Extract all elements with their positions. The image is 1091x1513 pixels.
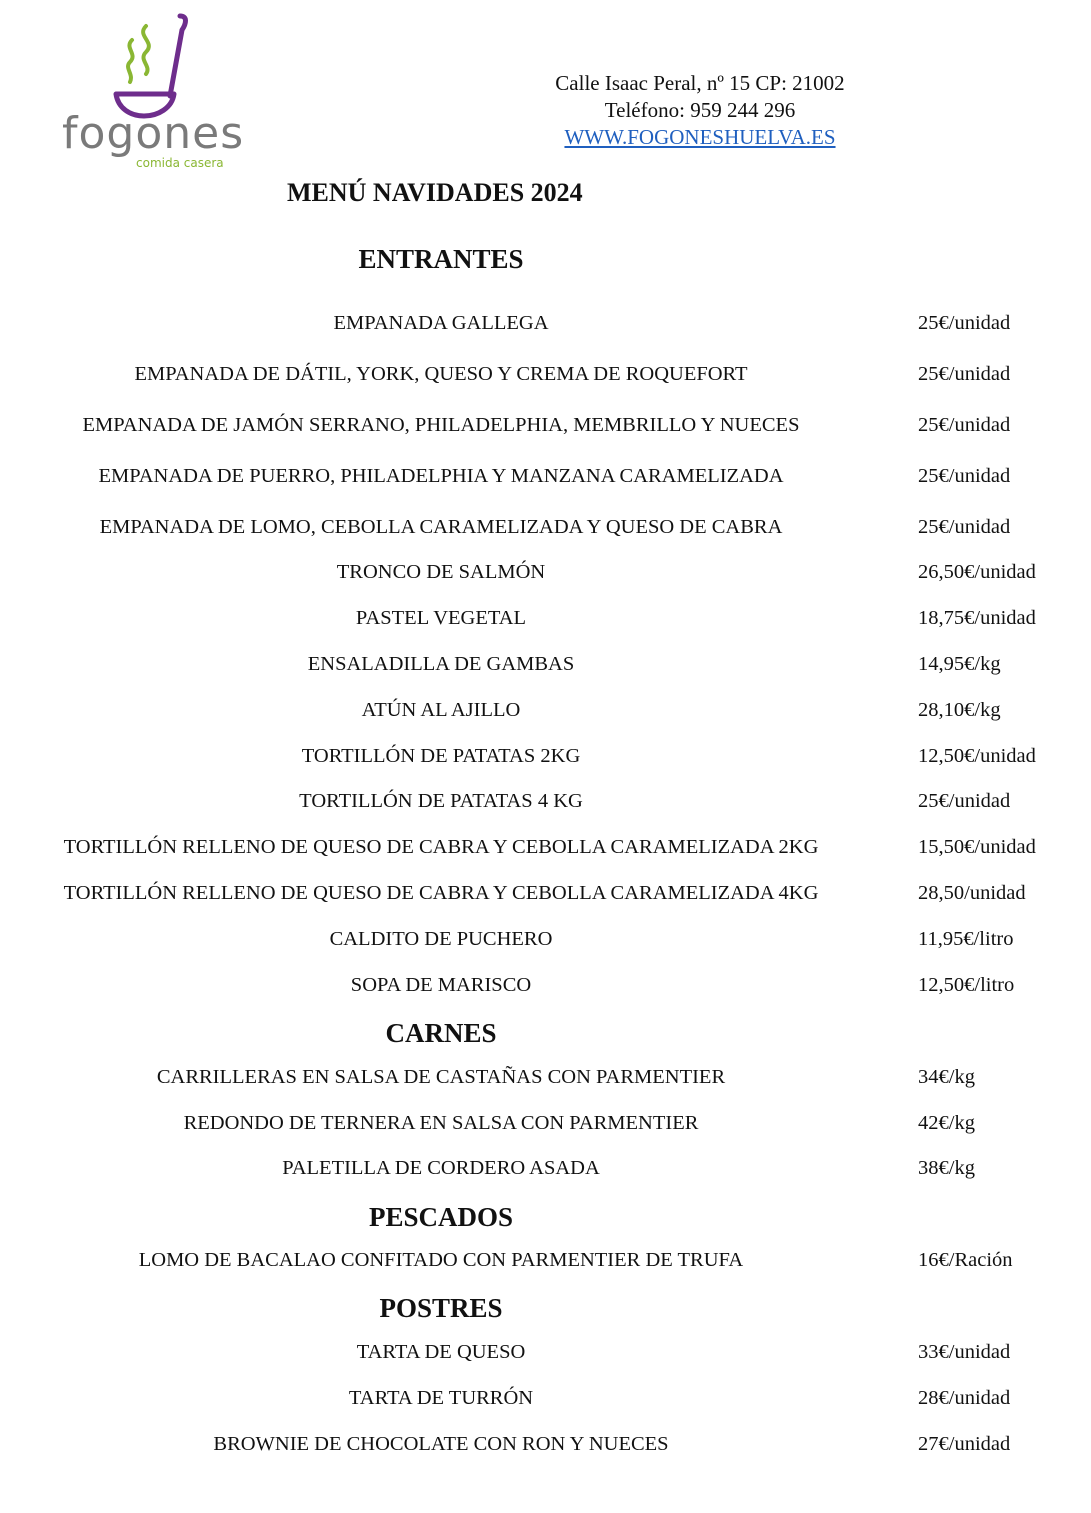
- logo-name: fogones: [62, 108, 245, 159]
- item-name: TRONCO DE SALMÓN: [336, 561, 546, 583]
- item-name: CARRILLERAS EN SALSA DE CASTAÑAS CON PARMENTIER: [156, 1066, 726, 1088]
- item-name: EMPANADA DE DÁTIL, YORK, QUESO Y CREMA DE ROQUEFORT: [134, 363, 748, 385]
- item-price: 11,95€/litro: [918, 928, 1014, 950]
- section-title-entrantes: ENTRANTES: [358, 244, 524, 274]
- item-price: 26,50€/unidad: [918, 561, 1036, 583]
- item-name: LOMO DE BACALAO CONFITADO CON PARMENTIER DE TRUFA: [138, 1249, 744, 1271]
- menu-item: [0, 308, 1091, 338]
- item-price: 28€/unidad: [918, 1387, 1011, 1409]
- menu-item: [0, 924, 1091, 954]
- item-name: PALETILLA DE CORDERO ASADA: [282, 1157, 600, 1179]
- item-price: 28,50/unidad: [918, 882, 1026, 904]
- item-name: CALDITO DE PUCHERO: [329, 928, 553, 950]
- menu-title: MENÚ NAVIDADES 2024: [287, 178, 583, 207]
- section-title-pescados: PESCADOS: [368, 1202, 514, 1232]
- menu-item: [0, 603, 1091, 633]
- menu-item: [0, 1153, 1091, 1183]
- item-name: EMPANADA GALLEGA: [333, 312, 549, 334]
- menu-item: [0, 832, 1091, 862]
- item-name: SOPA DE MARISCO: [350, 974, 532, 996]
- item-name: EMPANADA DE JAMÓN SERRANO, PHILADELPHIA, MEMBRILLO Y NUECES: [82, 414, 800, 436]
- menu-item: [0, 410, 1091, 440]
- item-name: REDONDO DE TERNERA EN SALSA CON PARMENTIER: [183, 1112, 699, 1134]
- menu-item: [0, 1383, 1091, 1413]
- item-name: BROWNIE DE CHOCOLATE CON RON Y NUECES: [213, 1433, 669, 1455]
- item-price: 28,10€/kg: [918, 699, 1001, 721]
- item-price: 33€/unidad: [918, 1341, 1011, 1363]
- menu-item: [0, 786, 1091, 816]
- item-price: 12,50€/litro: [918, 974, 1015, 996]
- menu-item: [0, 1245, 1091, 1275]
- item-price: 25€/unidad: [918, 363, 1011, 385]
- menu-item: [0, 359, 1091, 389]
- item-name: TORTILLÓN DE PATATAS 2KG: [301, 745, 581, 767]
- item-price: 12,50€/unidad: [918, 745, 1036, 767]
- item-name: EMPANADA DE PUERRO, PHILADELPHIA Y MANZANA CARAMELIZADA: [98, 465, 784, 487]
- ladle-icon: [58, 12, 238, 122]
- menu-item: [0, 970, 1091, 1000]
- menu-item: [0, 461, 1091, 491]
- item-name: EMPANADA DE LOMO, CEBOLLA CARAMELIZADA Y QUESO DE CABRA: [99, 516, 783, 538]
- item-price: 27€/unidad: [918, 1433, 1011, 1455]
- item-name: TORTILLÓN DE PATATAS 4 KG: [299, 790, 583, 812]
- logo: [58, 12, 245, 172]
- contact-block: [520, 70, 880, 151]
- section-title-carnes: CARNES: [385, 1018, 497, 1048]
- item-price: 16€/Ración: [918, 1249, 1013, 1271]
- section-title-postres: POSTRES: [379, 1293, 503, 1323]
- menu-item: [0, 1062, 1091, 1092]
- menu-item: [0, 695, 1091, 725]
- item-price: 25€/unidad: [918, 414, 1011, 436]
- item-price: 38€/kg: [918, 1157, 975, 1179]
- item-name: ATÚN AL AJILLO: [361, 699, 521, 721]
- item-price: 25€/unidad: [918, 465, 1011, 487]
- menu-item: [0, 1108, 1091, 1138]
- item-price: 34€/kg: [918, 1066, 975, 1088]
- logo-tagline: comida casera: [136, 156, 224, 170]
- menu-item: [0, 1337, 1091, 1367]
- item-name: PASTEL VEGETAL: [355, 607, 527, 629]
- menu-item: [0, 649, 1091, 679]
- item-price: 42€/kg: [918, 1112, 975, 1134]
- item-name: TARTA DE TURRÓN: [348, 1387, 534, 1409]
- item-name: TORTILLÓN RELLENO DE QUESO DE CABRA Y CEBOLLA CARAMELIZADA 2KG: [63, 836, 819, 858]
- item-price: 25€/unidad: [918, 312, 1011, 334]
- item-price: 25€/unidad: [918, 516, 1011, 538]
- item-price: 15,50€/unidad: [918, 836, 1036, 858]
- item-price: 25€/unidad: [918, 790, 1011, 812]
- item-name: ENSALADILLA DE GAMBAS: [307, 653, 575, 675]
- menu-item: [0, 557, 1091, 587]
- menu-item: [0, 741, 1091, 771]
- phone-line: Teléfono: 959 244 296: [604, 98, 796, 122]
- menu-item: [0, 878, 1091, 908]
- menu-item: [0, 1429, 1091, 1459]
- menu-item: [0, 512, 1091, 542]
- item-price: 14,95€/kg: [918, 653, 1001, 675]
- item-name: TARTA DE QUESO: [356, 1341, 526, 1363]
- item-price: 18,75€/unidad: [918, 607, 1036, 629]
- address-line: Calle Isaac Peral, nº 15 CP: 21002: [555, 71, 845, 95]
- item-name: TORTILLÓN RELLENO DE QUESO DE CABRA Y CEBOLLA CARAMELIZADA 4KG: [63, 882, 819, 904]
- website-link[interactable]: WWW.FOGONESHUELVA.ES: [564, 125, 836, 149]
